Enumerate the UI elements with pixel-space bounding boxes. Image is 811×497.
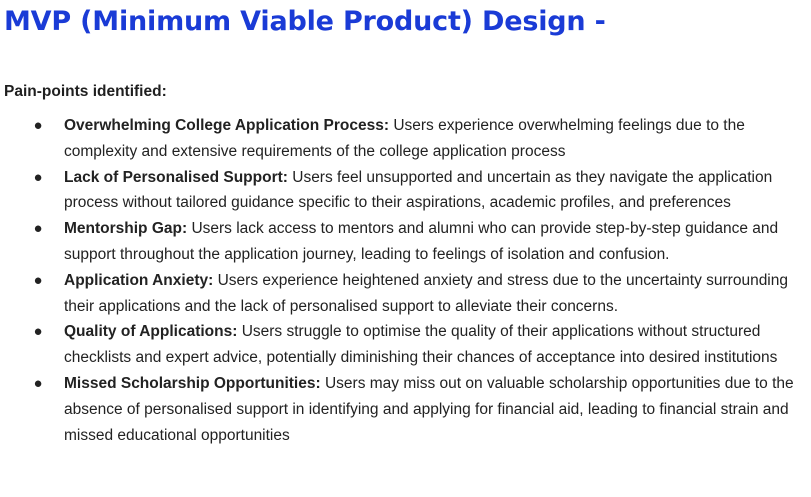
pain-point-label: Mentorship Gap: bbox=[64, 220, 188, 238]
bullet-icon: ● bbox=[33, 117, 43, 134]
section-subheading: Pain-points identified: bbox=[4, 83, 167, 100]
pain-points-list bbox=[0, 113, 811, 448]
pain-point-text: Users struggle to optimise the quality of their applications without structured checklists and expert advice, potentially diminishing their chances of acceptance into desired institutions bbox=[64, 323, 778, 367]
page-title: MVP (Minimum Viable Product) Design - bbox=[4, 6, 606, 37]
bullet-icon: ● bbox=[33, 374, 43, 392]
bullet-icon: ● bbox=[33, 220, 43, 238]
pain-point-item bbox=[0, 113, 811, 165]
bullet-icon: ● bbox=[33, 323, 43, 341]
pain-point-item bbox=[0, 165, 811, 217]
pain-point-item bbox=[0, 268, 811, 320]
pain-point-label: Quality of Applications: bbox=[64, 323, 238, 341]
pain-point-text: Users experience overwhelming feelings due to the complexity and extensive requirements of the college application process bbox=[64, 117, 745, 160]
pain-point-label: Application Anxiety: bbox=[64, 271, 214, 289]
pain-point-item bbox=[0, 319, 811, 371]
bullet-icon: ● bbox=[33, 271, 43, 289]
pain-point-text: Users experience heightened anxiety and stress due to the uncertainty surrounding their applications and the lack of personalised support to alleviate their concerns. bbox=[64, 271, 788, 315]
pain-point-label: Overwhelming College Application Process: bbox=[64, 117, 390, 134]
pain-point-label: Lack of Personalised Support: bbox=[64, 168, 288, 186]
pain-point-text: Users lack access to mentors and alumni who can provide step-by-step guidance and support throughout the application journey, leading to feelings of isolation and confusion. bbox=[64, 220, 779, 263]
pain-point-item bbox=[0, 371, 811, 448]
pain-point-text: Users feel unsupported and uncertain as they navigate the application process without tailored guidance specific to their aspirations, academic profiles, and preferences bbox=[64, 168, 773, 212]
pain-point-text: Users may miss out on valuable scholarship opportunities due to the absence of personalised support in identifying and applying for financial aid, leading to financial strain and missed educational opportunities bbox=[64, 374, 794, 444]
pain-point-label: Missed Scholarship Opportunities: bbox=[64, 374, 321, 392]
pain-point-item bbox=[0, 216, 811, 268]
bullet-icon: ● bbox=[33, 168, 43, 186]
